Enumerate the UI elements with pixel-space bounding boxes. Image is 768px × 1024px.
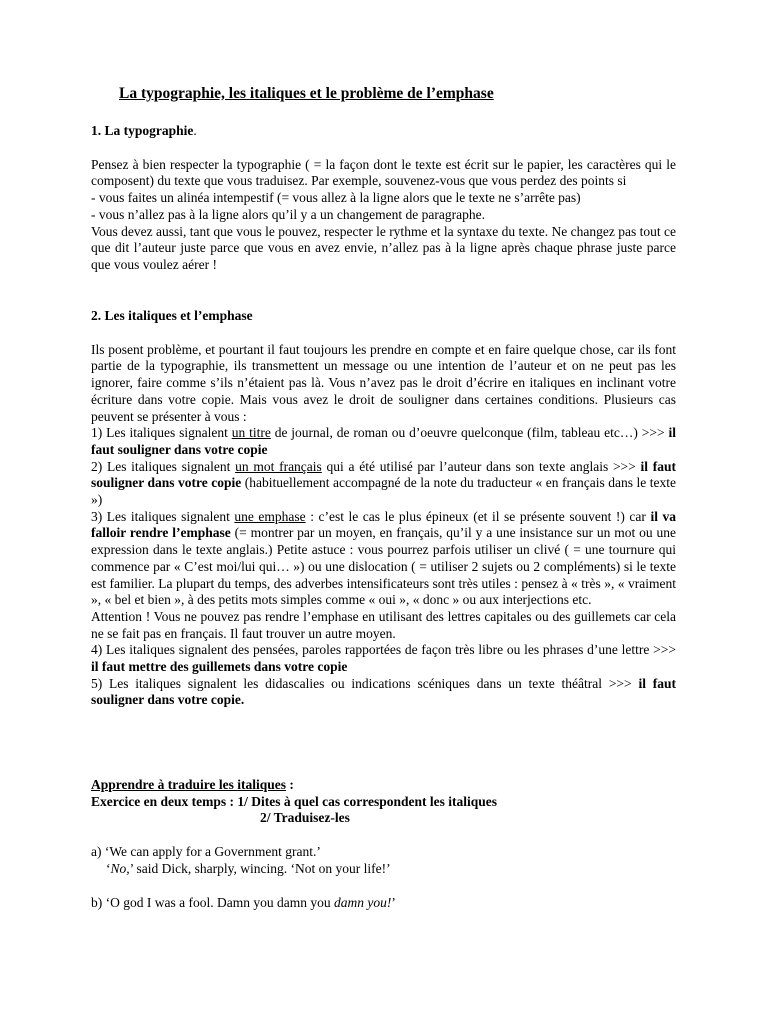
section-1-list-item: - vous faites un alinéa intempestif (= vous allez à la ligne alors que le texte ne s’arrête pas)	[91, 190, 581, 206]
case-5-text: 5) Les italiques signalent les didascalies ou indications scéniques dans un texte théâtral >>>	[91, 675, 639, 691]
case-2-text-2: qui a été utilisé par l’auteur dans son texte anglais >>>	[321, 458, 641, 474]
case-2-text-3: (habituellement accompagné de la note du traducteur « en français dans le texte »)	[91, 475, 676, 508]
case-1-text: 1) Les italiques signalent	[91, 425, 232, 441]
case-1	[91, 425, 676, 458]
case-1-rule: il faut souligner dans votre copie	[91, 425, 676, 457]
case-5	[91, 676, 676, 709]
case-3-text-3: (= montrer par un moyen, en français, qu’il y a une insistance sur un mot ou une expression dans le texte anglais.) Petite astuce : vous pourrez parfois utiliser un clivé ( = une tournure qui commence par « C’est moi/lui qui… ») ou une dislocation ( = utiliser 2 sujets ou 2 compléments) si le texte est familier. La plupart du temps, des adverbes intensificateurs sont très utiles : pensez à « très », « vraiment », « bel et bien », à des petits mots simples comme « oui », « donc » ou aux interjections etc.	[91, 525, 676, 608]
section-2-intro: Ils posent problème, et pourtant il faut toujours les prendre en compte et en faire quelque chose, car ils font partie de la typographie, ils transmettent un message ou une intention de l’auteur et on ne peut pas les ignorer, faire comme s’ils n’étaient pas là. Vous n’avez pas le droit d’écrire en italiques en inclinant votre écriture dans votre copie. Mais vous avez le droit de souligner dans certaines conditions. Plusieurs cas peuvent se présenter à vous :	[91, 341, 676, 424]
section-italiques	[91, 308, 676, 709]
exercise-heading-colon: :	[286, 777, 294, 792]
section-2-heading: 2. Les italiques et l’emphase	[91, 308, 253, 323]
example-a-line-2	[91, 861, 676, 878]
case-4-text: 4) Les italiques signalent des pensées, paroles rapportées de façon très libre ou les phrases d’une lettre >>>	[91, 642, 676, 658]
case-3-rule: il va falloir rendre l’emphase	[91, 508, 676, 541]
section-1-heading-text: 1. La typographie	[91, 123, 194, 138]
case-2	[91, 459, 676, 509]
section-1-list-item: - vous n’allez pas à la ligne alors qu’il y a un changement de paragraphe.	[91, 206, 485, 222]
case-2-underlined: un mot français	[235, 458, 322, 474]
example-b-italic: damn you!	[333, 894, 392, 910]
exercise-section	[91, 777, 676, 911]
example-a-italic: No,	[110, 860, 130, 876]
example-a-line-1: a) ‘We can apply for a Government grant.’	[91, 844, 321, 860]
document-title: La typographie, les italiques et le problème de l’emphase	[119, 85, 494, 102]
case-1-underlined: un titre	[231, 425, 271, 441]
example-b-quote-close: ’	[391, 894, 396, 910]
section-1-paragraph: Pensez à bien respecter la typographie ( = la façon dont le texte est écrit sur le papier, les caractères qui le composent) du texte que vous traduisez. Par exemple, souvenez-vous que vous perdez des points si	[91, 156, 676, 189]
case-3	[91, 509, 676, 609]
spacer	[91, 878, 676, 895]
spacer	[91, 140, 676, 157]
case-1-text-2: de journal, de roman ou d’oeuvre quelconque (film, tableau etc…) >>>	[270, 425, 669, 441]
example-a-quote-open: ‘	[106, 860, 111, 876]
attention-note: Attention ! Vous ne pouvez pas rendre l’emphase en utilisant des lettres capitales ou des guillemets car cela ne se fait pas en français. Il faut trouver un autre moyen.	[91, 608, 676, 641]
section-1-paragraph-2: Vous devez aussi, tant que vous le pouvez, respecter le rythme et la syntaxe du texte. Ne changez pas tout ce que dit l’auteur juste parce que vous en avez envie, n’allez pas à la ligne après chaque phrase juste parce que vous voulez aérer !	[91, 223, 676, 272]
exercise-instruction-1: Exercice en deux temps : 1/ Dites à quel cas correspondent les italiques	[91, 793, 497, 809]
spacer	[91, 325, 676, 342]
example-b	[91, 895, 676, 912]
case-3-underlined: une emphase	[234, 508, 306, 524]
exercise-heading	[91, 777, 676, 794]
exercise-heading-text: Apprendre à traduire les italiques	[91, 777, 287, 792]
case-3-text-2: : c’est le cas le plus épineux (et il se présente souvent !) car	[305, 508, 651, 524]
example-a-rest: ’ said Dick, sharply, wincing. ‘Not on your life!’	[129, 860, 391, 876]
exercise-instruction-2: 2/ Traduisez-les	[260, 810, 350, 826]
example-b-text: b) ‘O god I was a fool. Damn you damn you	[91, 894, 334, 910]
spacer	[91, 827, 676, 844]
case-2-rule: il faut souligner dans votre copie	[91, 458, 676, 491]
case-3-text: 3) Les italiques signalent	[91, 508, 235, 524]
section-typographie	[91, 123, 676, 274]
section-1-heading	[91, 123, 676, 140]
section-1-heading-dot: .	[193, 123, 197, 138]
case-4-rule: il faut mettre des guillemets dans votre copie	[91, 659, 348, 675]
case-2-text: 2) Les italiques signalent	[91, 458, 236, 474]
case-4	[91, 642, 676, 675]
case-5-rule: il faut souligner dans votre copie.	[91, 675, 676, 708]
